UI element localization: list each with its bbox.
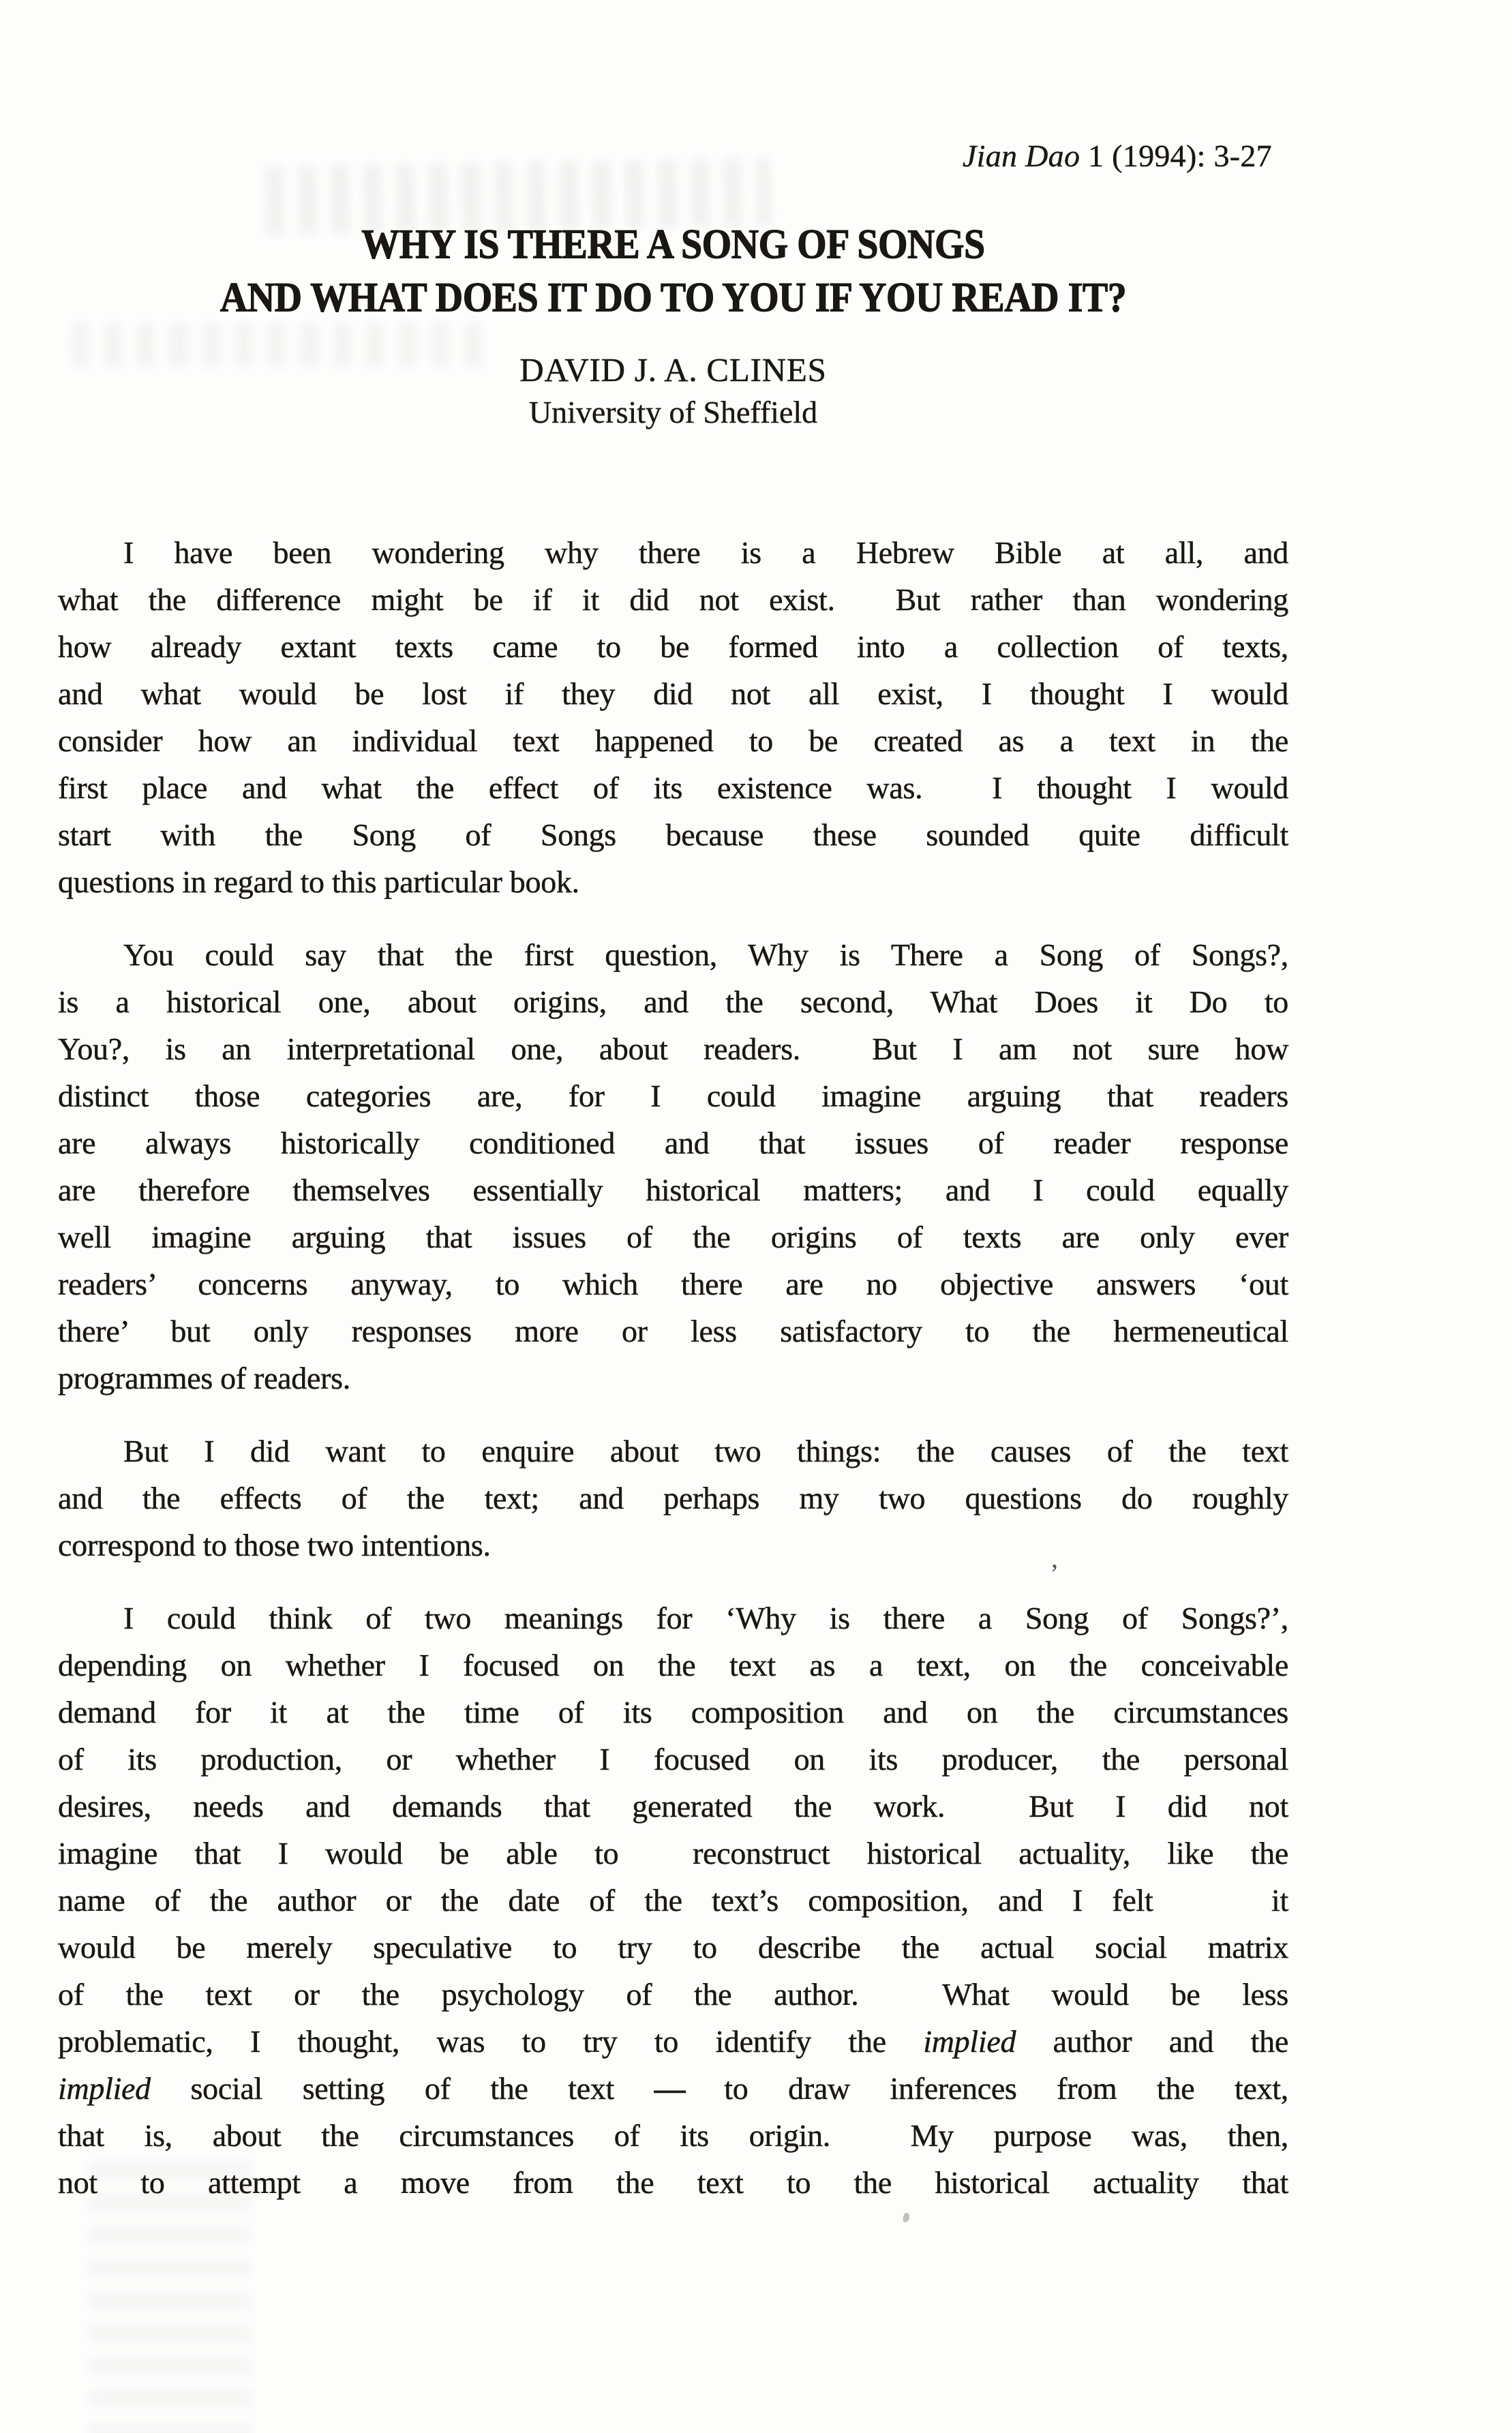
text-line: is a historical one, about origins, and the second, What Does it Do to	[58, 984, 1288, 1019]
article-body	[58, 529, 1288, 2206]
paragraph-2	[58, 931, 1288, 1402]
text-line: of the text or the psychology of the author. What would be less	[58, 1977, 1288, 2012]
text-line: and the effects of the text; and perhaps my two questions do roughly	[58, 1481, 1288, 1515]
text-line: not to attempt a move from the text to the historical actuality that	[58, 2165, 1288, 2200]
author-affiliation: University of Sheffield	[528, 395, 818, 429]
text-line: consider how an individual text happened to be created as a text in the	[58, 723, 1288, 758]
italic-word: implied	[58, 2071, 151, 2106]
text-line: programmes of readers.	[58, 1361, 350, 1395]
text-line: would be merely speculative to try to describe the actual social matrix	[58, 1930, 1288, 1965]
author-name: DAVID J. A. CLINES	[519, 351, 827, 389]
text-line: how already extant texts came to be formed into a collection of texts,	[58, 629, 1288, 664]
text-line: demand for it at the time of its composition and on the circumstances	[58, 1695, 1288, 1729]
text-segment: social setting of the text	[150, 2071, 654, 2106]
title-line-2: AND WHAT DOES IT DO TO YOU IF YOU READ IT?	[220, 274, 1127, 321]
text-line: imagine that I would be able to reconstruct historical actuality, like the	[58, 1836, 1288, 1871]
paragraph-1	[58, 529, 1288, 905]
text-line: correspond to those two intentions.	[58, 1528, 491, 1562]
text-line	[58, 2065, 1288, 2112]
journal-name: Jian Dao	[962, 138, 1080, 173]
title-line-1: WHY IS THERE A SONG OF SONGS	[361, 221, 985, 268]
text-line: distinct those categories are, for I could imagine arguing that readers	[58, 1078, 1288, 1113]
text-line: are therefore themselves essentially historical matters; and I could equally	[58, 1173, 1288, 1207]
italic-word: implied	[923, 2024, 1016, 2059]
journal-citation	[963, 138, 1272, 174]
text-line: I have been wondering why there is a Hebrew Bible at all, and	[123, 535, 1288, 570]
text-line	[58, 2018, 1288, 2065]
text-line: depending on whether I focused on the text as a text, on the conceivable	[58, 1648, 1288, 1682]
text-segment: author and the	[1016, 2024, 1288, 2059]
article-title	[58, 218, 1288, 324]
scan-artifact-comma: ,	[1051, 1543, 1058, 1573]
text-line: name of the author or the date of the text’s composition, and I felt it	[58, 1883, 1288, 1918]
paragraph-4	[58, 1595, 1288, 2206]
text-segment: to draw inferences from the text,	[684, 2071, 1288, 2106]
text-line: what the difference might be if it did not exist. But rather than wondering	[58, 582, 1288, 617]
text-segment: problematic, I thought, was to try to identify the	[58, 2024, 924, 2059]
text-line: You could say that the first question, Why is There a Song of Songs?,	[123, 937, 1288, 972]
text-line: I could think of two meanings for ‘Why is there a Song of Songs?’,	[123, 1601, 1288, 1635]
text-line: and what would be lost if they did not all exist, I thought I would	[58, 676, 1288, 711]
text-line: But I did want to enquire about two things: the causes of the text	[123, 1434, 1288, 1468]
scan-artifact-speck	[903, 2212, 911, 2223]
citation-reference: 1 (1994): 3-27	[1080, 138, 1272, 173]
text-line: questions in regard to this particular book.	[58, 864, 579, 899]
text-line: of its production, or whether I focused on its producer, the personal	[58, 1742, 1288, 1777]
text-line: that is, about the circumstances of its origin. My purpose was, then,	[58, 2118, 1288, 2153]
text-line: well imagine arguing that issues of the origins of texts are only ever	[58, 1220, 1288, 1254]
text-line: desires, needs and demands that generated the work. But I did not	[58, 1789, 1288, 1824]
text-line: first place and what the effect of its existence was. I thought I would	[58, 770, 1288, 805]
text-line: start with the Song of Songs because these sounded quite difficult	[58, 817, 1288, 852]
text-line: there’ but only responses more or less satisfactory to the hermeneutical	[58, 1314, 1288, 1348]
paragraph-3	[58, 1427, 1288, 1569]
text-line: readers’ concerns anyway, to which there are no objective answers ‘out	[58, 1267, 1288, 1301]
text-line: are always historically conditioned and that issues of reader response	[58, 1125, 1288, 1160]
em-dash: —	[654, 2071, 684, 2106]
text-line: You?, is an interpretational one, about readers. But I am not sure how	[58, 1031, 1288, 1066]
